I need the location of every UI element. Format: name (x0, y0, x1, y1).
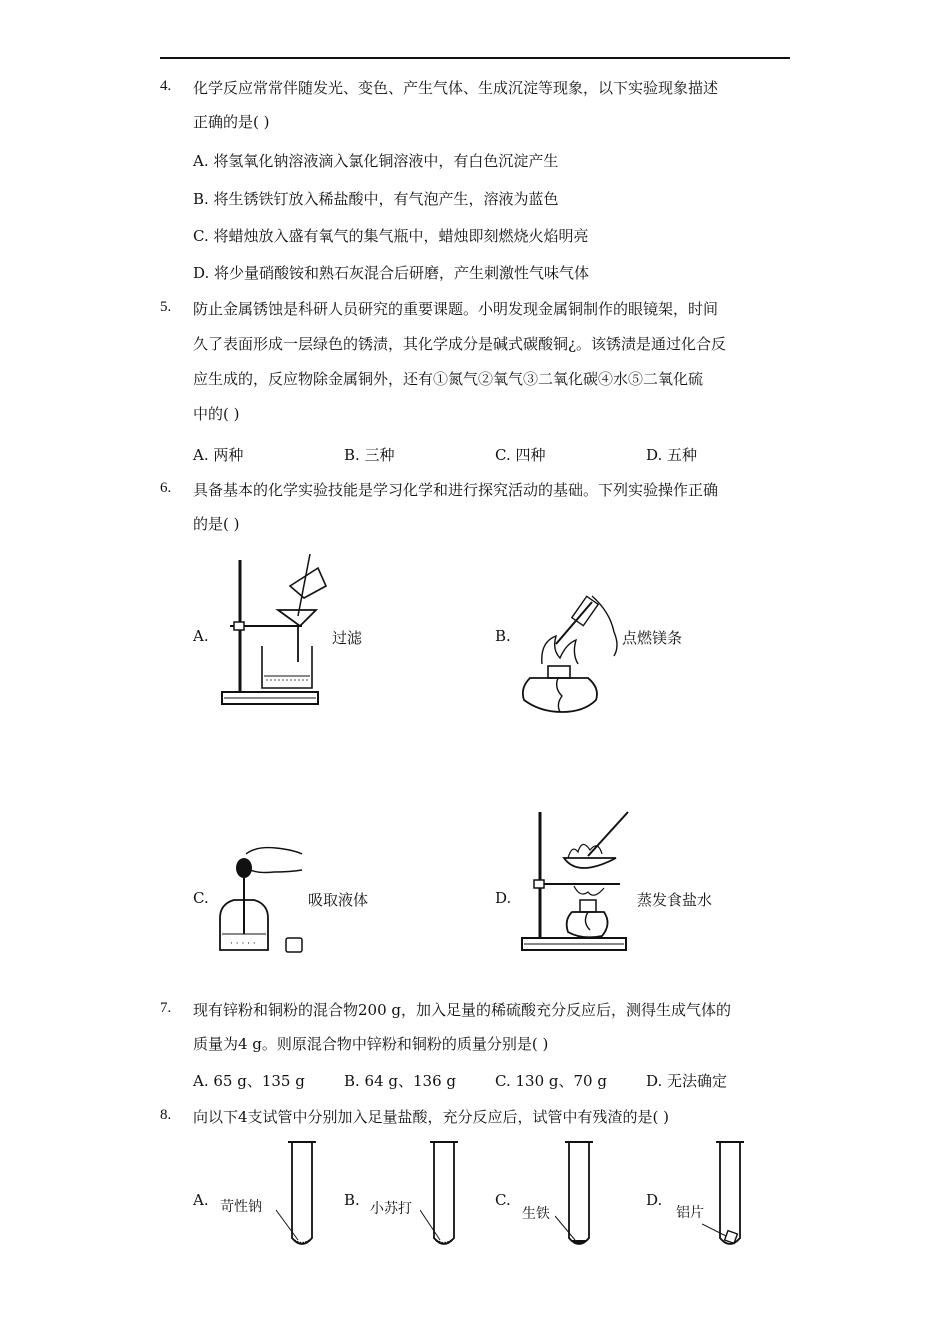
question-4 (160, 71, 800, 139)
option-c[interactable]: C. 130 g、70 g (495, 1072, 607, 1090)
stem-line: 的是( ) (193, 515, 240, 533)
stem-line: 正确的是( ) (193, 113, 270, 131)
question-7 (160, 993, 800, 1061)
option-b[interactable]: B. 64 g、136 g (344, 1072, 457, 1090)
test-tube-a[interactable] (272, 1140, 324, 1252)
test-tube-b[interactable] (420, 1140, 472, 1252)
tube-label-baking-soda: 小苏打 (370, 1201, 412, 1217)
question-5 (160, 292, 800, 432)
option-d-letter[interactable]: D. (495, 889, 512, 907)
option-a[interactable]: A. 65 g、135 g (193, 1072, 305, 1090)
stem-line: 现有锌粉和铜粉的混合物200 g，加入足量的稀硫酸充分反应后，测得生成气体的 (193, 1001, 732, 1019)
stem-line: 久了表面形成一层绿色的锈渍，其化学成分是碱式碳酸铜¿。该锈渍是通过化合反 (193, 335, 727, 353)
option-c-letter[interactable]: C. (495, 1191, 511, 1209)
question-6 (160, 473, 800, 541)
option-b[interactable]: B. 将生锈铁钉放入稀盐酸中，有气泡产生，溶液为蓝色 (193, 190, 559, 208)
option-d[interactable]: D. 将少量硝酸铵和熟石灰混合后研磨，产生刺激性气味气体 (193, 264, 590, 282)
question-stem (193, 71, 800, 139)
option-a-letter[interactable]: A. (193, 627, 209, 645)
burning-magnesium-figure[interactable] (510, 592, 622, 714)
caption-dropper: 吸取液体 (308, 891, 369, 909)
evaporation-figure[interactable] (520, 808, 632, 954)
stem-line: 向以下4支试管中分别加入足量盐酸，充分反应后，试管中有残渣的是( ) (193, 1108, 670, 1126)
question-number: 4. (160, 78, 172, 94)
question-8 (160, 1100, 800, 1134)
question-stem (193, 292, 800, 432)
caption-filtration: 过滤 (332, 629, 363, 647)
caption-burning-magnesium: 点燃镁条 (622, 629, 683, 647)
tube-label-caustic-soda: 苛性钠 (220, 1199, 262, 1215)
test-tube-d[interactable] (702, 1140, 754, 1252)
option-a[interactable]: A. 将氢氧化钠溶液滴入氯化铜溶液中，有白色沉淀产生 (193, 152, 559, 170)
option-a-letter[interactable]: A. (193, 1191, 209, 1209)
tube-label-pig-iron: 生铁 (522, 1206, 550, 1222)
option-b[interactable]: B. 三种 (344, 446, 395, 464)
option-b-letter[interactable]: B. (495, 627, 511, 645)
option-d-letter[interactable]: D. (646, 1191, 663, 1209)
question-number: 6. (160, 480, 172, 496)
tube-label-aluminum-foil: 铝片 (676, 1205, 704, 1221)
option-c-letter[interactable]: C. (193, 889, 209, 907)
filtration-figure[interactable] (218, 550, 328, 710)
option-c[interactable]: C. 将蜡烛放入盛有氧气的集气瓶中，蜡烛即刻燃烧火焰明亮 (193, 227, 589, 245)
svg-text:· · · · ·: · · · · · (230, 939, 256, 949)
stem-line: 具备基本的化学实验技能是学习化学和进行探究活动的基础。下列实验操作正确 (193, 481, 719, 499)
caption-evaporation: 蒸发食盐水 (637, 891, 713, 909)
question-stem (193, 473, 800, 541)
stem-line: 质量为4 g。则原混合物中锌粉和铜粉的质量分别是( ) (193, 1035, 549, 1053)
test-tube-c[interactable] (555, 1140, 607, 1252)
question-number: 5. (160, 299, 172, 315)
dropper-figure[interactable] (216, 838, 304, 956)
option-a[interactable]: A. 两种 (193, 446, 244, 464)
option-d[interactable]: D. 五种 (646, 446, 698, 464)
option-b-letter[interactable]: B. (344, 1191, 360, 1209)
question-number: 7. (160, 1000, 172, 1016)
top-rule (160, 57, 790, 59)
stem-line: 化学反应常常伴随发光、变色、产生气体、生成沉淀等现象，以下实验现象描述 (193, 79, 719, 97)
question-stem (193, 1100, 800, 1134)
option-d[interactable]: D. 无法确定 (646, 1072, 728, 1090)
question-number: 8. (160, 1107, 172, 1123)
option-c[interactable]: C. 四种 (495, 446, 546, 464)
stem-line: 中的( ) (193, 405, 240, 423)
stem-line: 防止金属锈蚀是科研人员研究的重要课题。小明发现金属铜制作的眼镜架，时间 (193, 300, 719, 318)
stem-line: 应生成的，反应物除金属铜外，还有①氮气②氧气③二氧化碳④水⑤二氧化硫 (193, 370, 704, 388)
question-stem (193, 993, 800, 1061)
